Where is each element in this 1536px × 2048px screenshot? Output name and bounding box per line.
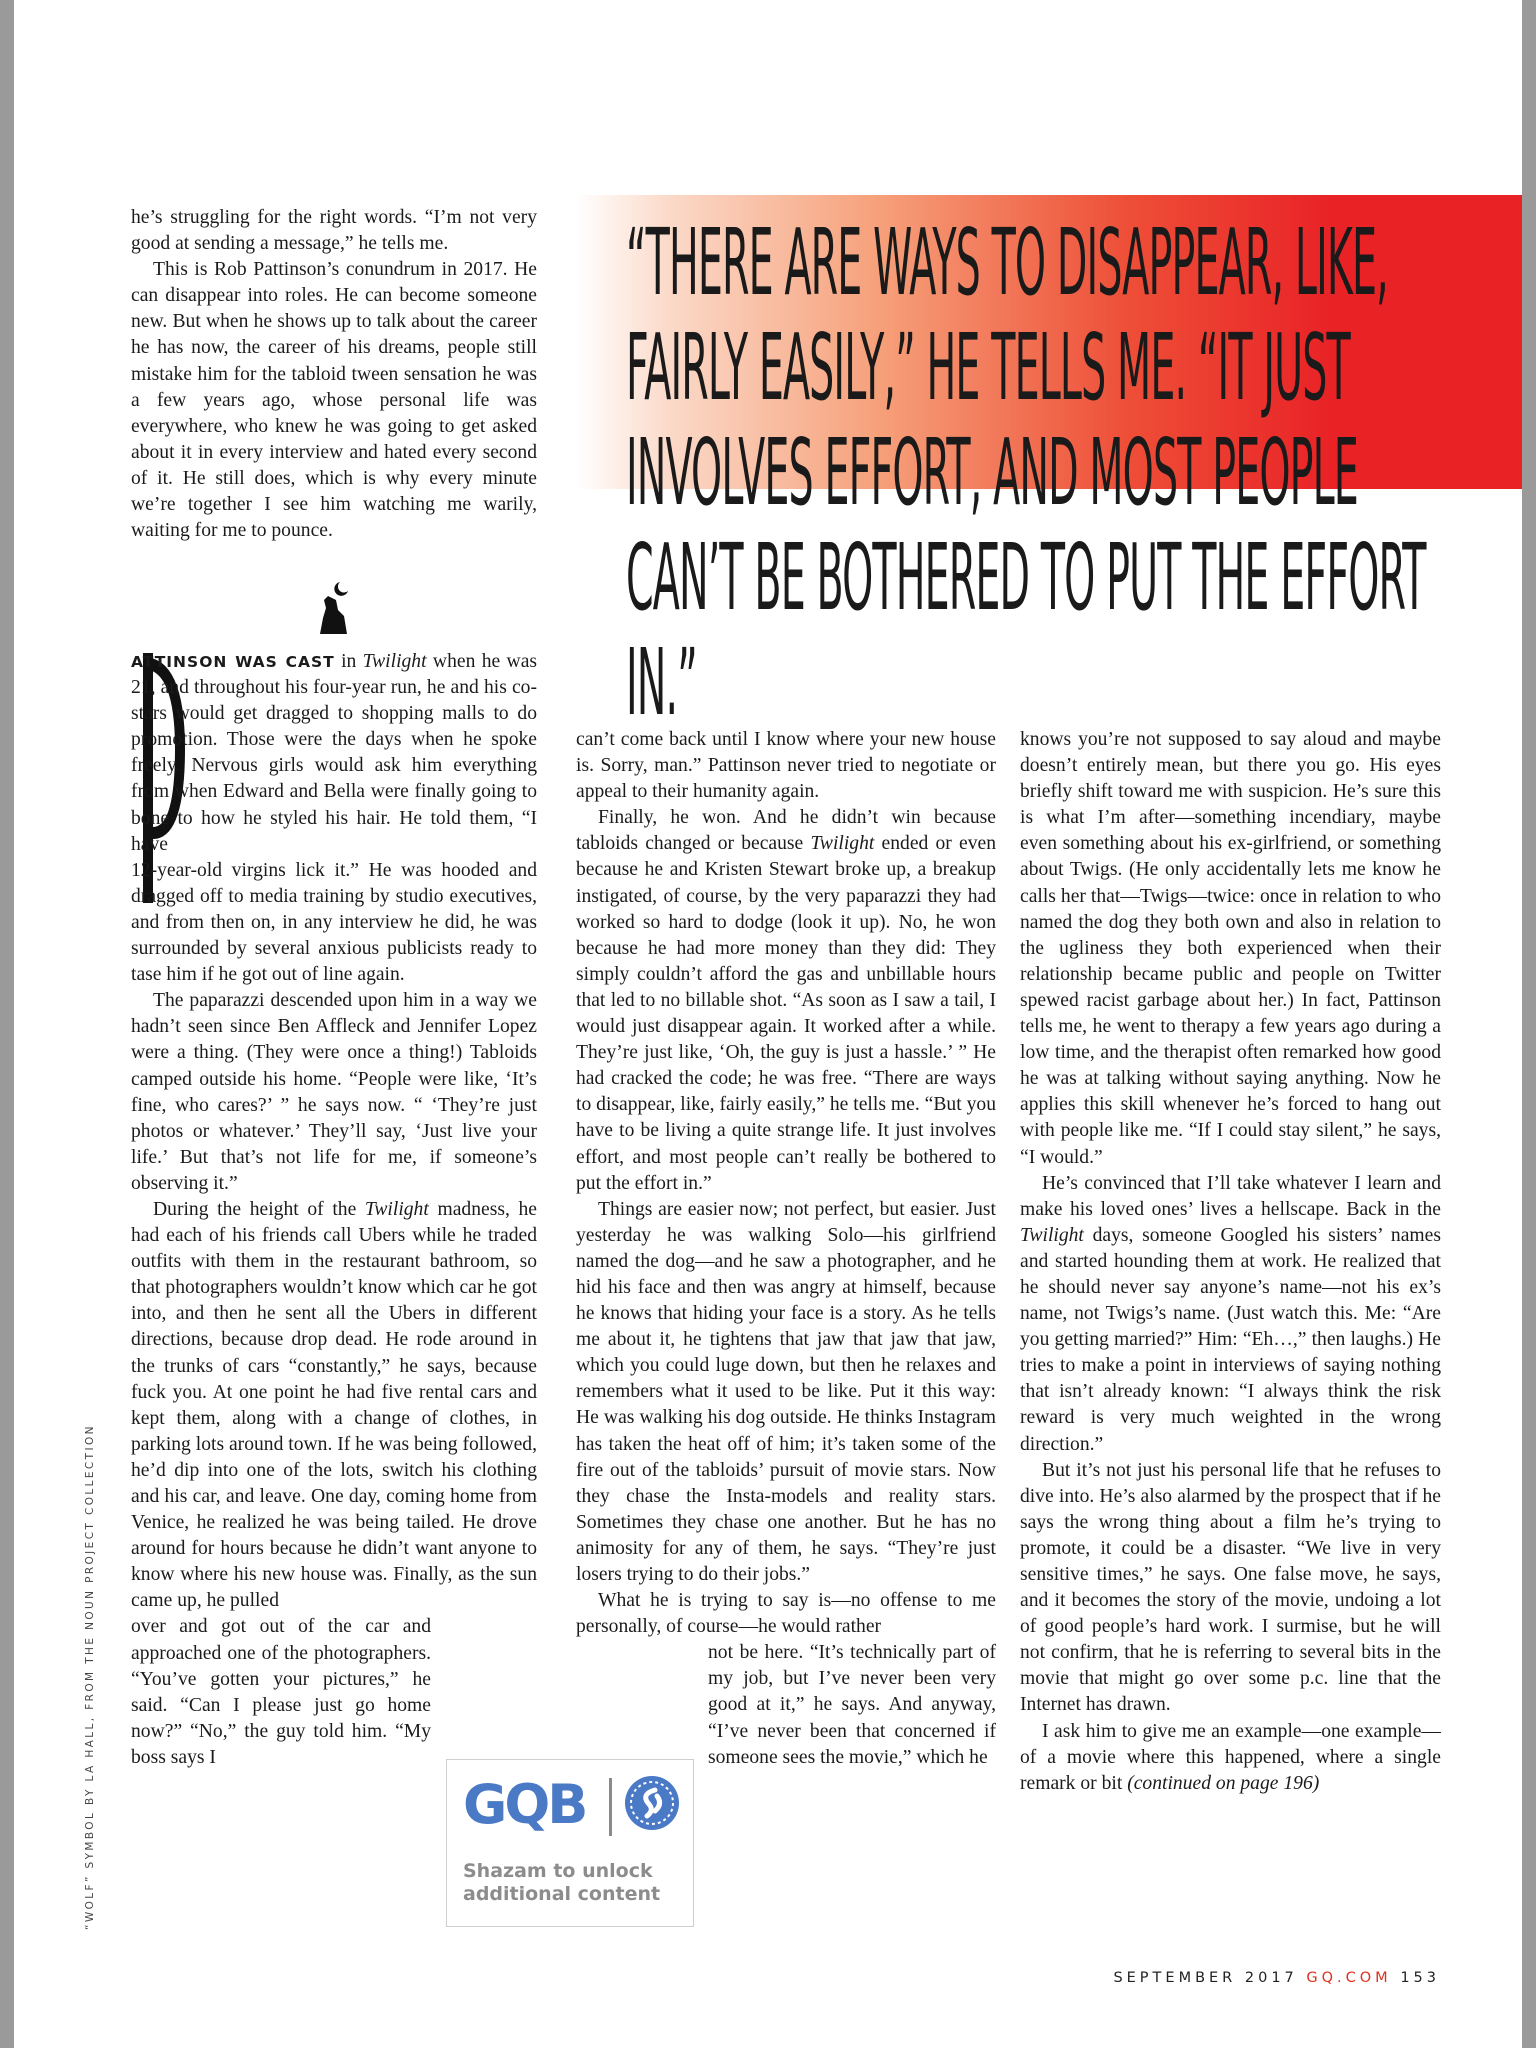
page-footer bbox=[1113, 1970, 1440, 1986]
page-number: 153 bbox=[1400, 1970, 1440, 1986]
ad-caption: Shazam to unlock additional content bbox=[463, 1860, 661, 1905]
paragraph: Finally, he won. And he didn’t win because tabloids changed or because Twilight ended or even because he and Kristen Stewart broke up, a breakup instigated, of course, by the very paparazzi they had worked so hard to dodge (look it up). No, he won because he had more money than they did: They simply couldn’t afford the gas and unbillable hours that led to no billable shot. “As soon as I saw a tail, I would just disappear again. It worked after a while. They’re just like, ‘Oh, the guy is just a hassle.’ ” He had cracked the code; he was free. “There are ways to disappear, like, fairly easily,” he tells me. “But you have to be living a quite strange life. It just involves effort, and most people can’t really be bothered to put the effort in.” bbox=[576, 807, 997, 1194]
paragraph: over and got out of the car and approached one of the photographers. “You’ve gotten your pictures,” he said. “Can I please just go home now?” “No,” the guy told him. “My boss says I bbox=[131, 1616, 431, 1768]
photo-credit: “WOLF” SYMBOL BY LA HALL, FROM THE NOUN PROJECT COLLECTION bbox=[84, 1424, 96, 1930]
wolf-icon bbox=[314, 578, 362, 634]
ad-divider bbox=[609, 1778, 612, 1836]
paragraph: But it’s not just his personal life that he refuses to dive into. He’s also alarmed by the prospect that if he says the wrong thing about a film he’s trying to promote, it could be a disaster. “We live in very sensitive times,” he says. One false move, he says, and it becomes the story of the movie, undoing a lot of good people’s hard work. I surmise, but he will not confirm, that he is referring to several bits in the movie that might go over some p.c. line that the Internet has drawn. bbox=[1020, 1459, 1441, 1716]
paragraph: What he is trying to say is—no offense to me personally, of course—he would rather bbox=[576, 1590, 996, 1638]
paragraph: The paparazzi descended upon him in a way we hadn’t seen since Ben Affleck and Jennifer Lopez were a thing. (They were once a thing!) Tabloids camped outside his home. “People were like, ‘It’s fine, who cares?’ ” he says now. “ ‘They’re just photos or whatever.’ They’ll say, ‘Just live your life.’ But that’s not life for me, if someone’s observing it.” bbox=[131, 990, 537, 1194]
paragraph: can’t come back until I know where your new house is. Sorry, man.” Pattinson never tried to negotiate or appeal to their humanity again. bbox=[576, 729, 996, 803]
site-link[interactable]: GQ.COM bbox=[1306, 1970, 1392, 1986]
pull-quote: “THERE ARE WAYS TO DISAPPEAR, LIKE, FAIRLY EASILY,” HE TELLS ME. “IT JUST INVOLVES EFFORT, AND MOST PEOPLE CAN’T BE BOTHERED TO PUT THE EFFORT IN.” bbox=[626, 209, 1426, 736]
lead-in: ATTINSON WAS CAST bbox=[131, 653, 335, 671]
column-1-top bbox=[131, 205, 537, 544]
paragraph: he’s struggling for the right words. “I’m not very good at sending a message,” he tells me. bbox=[131, 207, 537, 255]
paragraph: This is Rob Pattinson’s conundrum in 2017. He can disappear into roles. He can become someone new. But when he shows up to talk about the career he has now, the career of his dreams, people still mistake him for the tabloid tween sensation he was a few years ago, whose personal life was everywhere, who knew he was going to get asked about it in every interview and hated every second of it. He still does, which is why every minute we’re together I see him watching me warily, waiting for me to pounce. bbox=[131, 259, 537, 542]
column-1-bottom bbox=[131, 649, 537, 1771]
gqb-logo: GQB bbox=[463, 1773, 586, 1836]
paragraph: Things are easier now; not perfect, but easier. Just yesterday he was walking Solo—his girlfriend named the dog—and he saw a photographer, and he hid his face and then was angry at himself, because he knows that hiding your face is a story. As he tells me about it, he tightens that jaw that jaw that jaw, which you could luge down, but then he relaxes and remembers what it used to be like. Put it this way: He was walking his dog outside. He thinks Instagram has taken the heat off of him; it’s taken some of the fire out of the tabloids’ pursuit of movie stars. Now they chase the Insta-models and reality stars. Sometimes they chase one another. But he has no animosity for any of them, he says. “They’re just losers trying to do their jobs.” bbox=[576, 1198, 996, 1585]
paragraph: knows you’re not supposed to say aloud and maybe doesn’t entirely mean, but there you go. His eyes briefly shift toward me with suspicion. He’s sure this is what I’m after—something incendiary, maybe even something about his ex-girlfriend, or something about Twigs. (He only accidentally lets me know he calls her that—Twigs—twice: once in relation to who named the dog they both own and also in relation to the ugliness they both experienced when their relationship became public and people on Twitter spewed racist garbage about her.) In fact, Pattinson tells me, he went to therapy a few years ago during a low time, and the therapist often remarked how good he was at talking without saying anything. Now he applies this skill whenever he’s forced to hang out with people like me. “If I could stay silent,” he says, “I would.” bbox=[1020, 729, 1441, 1168]
paragraph: During the height of the Twilight madness, he had each of his friends call Ubers while he traded outfits with them in the restaurant bathroom, so that photographers wouldn’t know which car he got into, and then he sent all the Ubers in different directions, because drop dead. He rode around in the trunks of cars “constantly,” he says, because fuck you. At one point he had five rental cars and kept them, along with a change of clothes, in parking lots around town. If he was being followed, he’d dip into one of the lots, switch his clothing and his car, and leave. One day, coming home from Venice, he realized he was being tailed. He drove around for hours because he didn’t want anyone to know where his new house was. Finally, as the sun came up, he pulled bbox=[131, 1198, 537, 1612]
column-2 bbox=[576, 727, 996, 1771]
shazam-ad[interactable] bbox=[446, 1759, 694, 1927]
column-3 bbox=[1020, 727, 1441, 1797]
paragraph: I ask him to give me an example—one example—of a movie where this happened, where a single remark or bit (continued on page 196) bbox=[1020, 1720, 1441, 1794]
magazine-page bbox=[14, 0, 1522, 2048]
shazam-icon bbox=[623, 1774, 681, 1832]
paragraph: ATTINSON WAS CAST in Twilight when he was 21, and throughout his four-year run, he and his co-stars would get dragged to shopping malls to do promotion. Those were the days when he spoke freely. Nervous girls would ask him everything from when Edward and Bella were finally going to bone to how he styled his hair. He told them, “I have bbox=[131, 651, 538, 855]
paragraph: 12-year-old virgins lick it.” He was hooded and dragged off to media training by studio executives, and from then on, in any interview he did, he was surrounded by several anxious publicists ready to tase him if he got out of line again. bbox=[131, 859, 537, 986]
issue-date: SEPTEMBER 2017 bbox=[1113, 1970, 1298, 1986]
paragraph: He’s convinced that I’ll take whatever I learn and make his loved ones’ lives a hellscape. Back in the Twilight days, someone Googled his sisters’ names and started hounding them at work. He realized that he should never say anyone’s name—not his ex’s name, not Twigs’s name. (Just watch this. Me: “Are you getting married?” Him: “Eh…,” then laughs.) He tries to make a point in interviews of saying nothing that isn’t already known: “I always think the risk reward is very much weighted in the wrong direction.” bbox=[1020, 1172, 1441, 1455]
paragraph: not be here. “It’s technically part of my job, but I’ve never been very good at it,” he says. And anyway, “I’ve never been that concerned if someone sees the movie,” which he bbox=[708, 1642, 996, 1768]
